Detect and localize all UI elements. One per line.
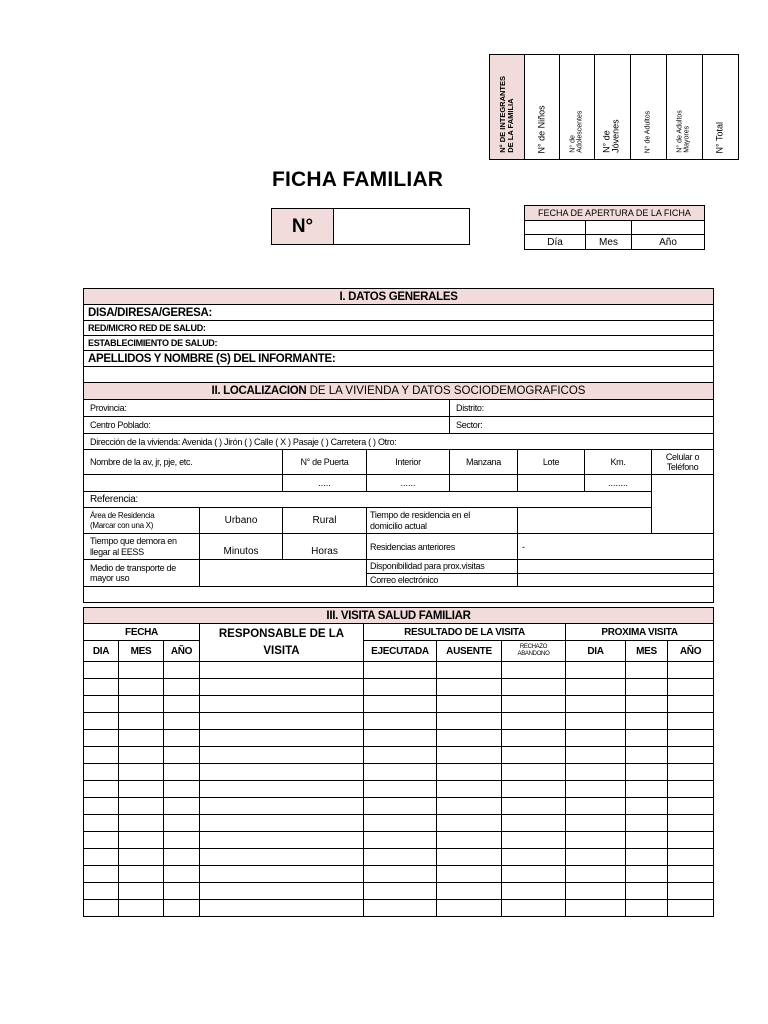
area-residencia-label: Área de Residencia (Marcar con una X) bbox=[84, 508, 200, 534]
celular-label: Celular o Teléfono bbox=[652, 450, 714, 475]
lote-label: Lote bbox=[518, 450, 585, 475]
visita-row bbox=[84, 747, 714, 764]
direccion-field[interactable]: Dirección de la vivienda: Avenida ( ) Jirón ( ) Calle ( X ) Pasaje ( ) Carretera ( ) Otro: bbox=[84, 434, 714, 450]
tiempo-residencia-field[interactable] bbox=[518, 508, 652, 534]
km-label: Km. bbox=[585, 450, 652, 475]
visita-mes-cell[interactable] bbox=[119, 798, 164, 815]
visita-prox-anio-cell[interactable] bbox=[668, 900, 714, 917]
fecha-apertura-mes-field[interactable] bbox=[586, 221, 632, 235]
visita-row bbox=[84, 866, 714, 883]
visita-prox-mes-cell[interactable] bbox=[626, 849, 668, 866]
visita-row bbox=[84, 679, 714, 696]
centro-poblado-field[interactable]: Centro Poblado: bbox=[84, 417, 450, 434]
visita-row bbox=[84, 883, 714, 900]
visita-anio-cell[interactable] bbox=[164, 781, 200, 798]
visita-prox-dia-cell[interactable] bbox=[566, 713, 626, 730]
visita-rechazo-cell[interactable] bbox=[502, 764, 566, 781]
main-form-table bbox=[83, 288, 714, 603]
proxima-header: PROXIMA VISITA bbox=[566, 624, 714, 641]
col-adultos-mayores: N° de Adultos Mayores bbox=[666, 55, 702, 160]
visita-anio-cell[interactable] bbox=[164, 815, 200, 832]
visita-prox-mes-cell[interactable] bbox=[626, 713, 668, 730]
visita-ausente-cell[interactable] bbox=[437, 730, 502, 747]
dia-header: DIA bbox=[84, 641, 119, 662]
visita-rechazo-cell[interactable] bbox=[502, 832, 566, 849]
ausente-header: AUSENTE bbox=[437, 641, 502, 662]
celular-field[interactable] bbox=[652, 475, 714, 534]
visita-rechazo-cell[interactable] bbox=[502, 747, 566, 764]
visita-ejecutada-cell[interactable] bbox=[364, 815, 437, 832]
visita-anio-cell[interactable] bbox=[164, 866, 200, 883]
visita-prox-dia-cell[interactable] bbox=[566, 832, 626, 849]
numero-box bbox=[271, 208, 470, 245]
visita-mes-cell[interactable] bbox=[119, 781, 164, 798]
visita-responsable-cell[interactable] bbox=[200, 696, 364, 713]
visita-prox-mes-cell[interactable] bbox=[626, 781, 668, 798]
visita-row bbox=[84, 798, 714, 815]
visita-rechazo-cell[interactable] bbox=[502, 883, 566, 900]
interior-field[interactable]: ...... bbox=[367, 475, 450, 492]
red-field[interactable]: RED/MICRO RED DE SALUD: bbox=[84, 321, 714, 336]
visita-ejecutada-cell[interactable] bbox=[364, 900, 437, 917]
visita-ausente-cell[interactable] bbox=[437, 764, 502, 781]
col-total: N° Total bbox=[702, 55, 738, 160]
visita-ausente-cell[interactable] bbox=[437, 883, 502, 900]
mes-header: MES bbox=[119, 641, 164, 662]
fecha-apertura-title: FECHA DE APERTURA DE LA FICHA bbox=[525, 206, 705, 221]
visita-ejecutada-cell[interactable] bbox=[364, 730, 437, 747]
tiempo-residencia-label: Tiempo de residencia en el domicilio actual bbox=[367, 508, 518, 534]
visita-prox-mes-cell[interactable] bbox=[626, 798, 668, 815]
visita-row bbox=[84, 696, 714, 713]
visita-ejecutada-cell[interactable] bbox=[364, 883, 437, 900]
visita-responsable-cell[interactable] bbox=[200, 883, 364, 900]
establecimiento-field[interactable]: ESTABLECIMIENTO DE SALUD: bbox=[84, 336, 714, 351]
numero-field[interactable] bbox=[334, 209, 470, 245]
visita-row bbox=[84, 730, 714, 747]
visita-prox-anio-cell[interactable] bbox=[668, 849, 714, 866]
horas-field[interactable]: Horas bbox=[283, 534, 367, 560]
visita-rechazo-cell[interactable] bbox=[502, 713, 566, 730]
visita-prox-mes-cell[interactable] bbox=[626, 747, 668, 764]
visita-mes-cell[interactable] bbox=[119, 696, 164, 713]
visita-ejecutada-cell[interactable] bbox=[364, 798, 437, 815]
visita-prox-mes-cell[interactable] bbox=[626, 900, 668, 917]
fecha-header: FECHA bbox=[84, 624, 200, 641]
fecha-apertura-dia-field[interactable] bbox=[525, 221, 586, 235]
visita-anio-cell[interactable] bbox=[164, 832, 200, 849]
visita-prox-dia-cell[interactable] bbox=[566, 781, 626, 798]
visita-anio-cell[interactable] bbox=[164, 798, 200, 815]
anio2-header: AÑO bbox=[668, 641, 714, 662]
visita-ausente-cell[interactable] bbox=[437, 781, 502, 798]
visita-anio-cell[interactable] bbox=[164, 730, 200, 747]
visita-dia-cell[interactable] bbox=[84, 764, 119, 781]
residencias-anteriores-label: Residencias anteriores bbox=[367, 534, 518, 560]
visita-rechazo-cell[interactable] bbox=[502, 815, 566, 832]
distrito-field[interactable]: Distrito: bbox=[450, 400, 714, 417]
visita-anio-cell[interactable] bbox=[164, 764, 200, 781]
minutos-field[interactable]: Minutos bbox=[200, 534, 283, 560]
visita-dia-cell[interactable] bbox=[84, 662, 119, 679]
referencia-field[interactable]: Referencia: bbox=[84, 492, 652, 508]
manzana-field[interactable] bbox=[450, 475, 518, 492]
visita-anio-cell[interactable] bbox=[164, 679, 200, 696]
mes2-header: MES bbox=[626, 641, 668, 662]
manzana-label: Manzana bbox=[450, 450, 518, 475]
visita-responsable-cell[interactable] bbox=[200, 747, 364, 764]
visita-prox-mes-cell[interactable] bbox=[626, 662, 668, 679]
visita-rechazo-cell[interactable] bbox=[502, 900, 566, 917]
visita-responsable-cell[interactable] bbox=[200, 832, 364, 849]
visita-rechazo-cell[interactable] bbox=[502, 730, 566, 747]
visita-responsable-cell[interactable] bbox=[200, 849, 364, 866]
tiempo-demora-label: Tiempo que demora en llegar al EESS bbox=[84, 534, 200, 560]
visita-dia-cell[interactable] bbox=[84, 798, 119, 815]
visita-mes-cell[interactable] bbox=[119, 747, 164, 764]
visita-anio-cell[interactable] bbox=[164, 883, 200, 900]
visita-ejecutada-cell[interactable] bbox=[364, 713, 437, 730]
visita-prox-dia-cell[interactable] bbox=[566, 866, 626, 883]
visita-rechazo-cell[interactable] bbox=[502, 798, 566, 815]
visita-prox-anio-cell[interactable] bbox=[668, 781, 714, 798]
visita-rechazo-cell[interactable] bbox=[502, 781, 566, 798]
visita-ausente-cell[interactable] bbox=[437, 713, 502, 730]
visita-rechazo-cell[interactable] bbox=[502, 662, 566, 679]
fecha-apertura-mes-label: Mes bbox=[586, 235, 632, 250]
visita-responsable-cell[interactable] bbox=[200, 815, 364, 832]
visita-prox-mes-cell[interactable] bbox=[626, 764, 668, 781]
visita-ausente-cell[interactable] bbox=[437, 679, 502, 696]
visita-responsable-cell[interactable] bbox=[200, 764, 364, 781]
visita-dia-cell[interactable] bbox=[84, 713, 119, 730]
puerta-label: N° de Puerta bbox=[283, 450, 367, 475]
nombre-av-field[interactable] bbox=[84, 475, 283, 492]
correo-label: Correo electrónico bbox=[367, 573, 518, 587]
visita-dia-cell[interactable] bbox=[84, 747, 119, 764]
visita-ejecutada-cell[interactable] bbox=[364, 866, 437, 883]
provincia-field[interactable]: Provincia: bbox=[84, 400, 450, 417]
fecha-apertura-anio-label: Año bbox=[632, 235, 705, 250]
rural-option[interactable]: Rural bbox=[283, 508, 367, 534]
visita-rechazo-cell[interactable] bbox=[502, 679, 566, 696]
informante-field[interactable]: APELLIDOS Y NOMBRE (S) DEL INFORMANTE: bbox=[84, 351, 714, 367]
visita-prox-anio-cell[interactable] bbox=[668, 679, 714, 696]
visita-mes-cell[interactable] bbox=[119, 815, 164, 832]
visita-ausente-cell[interactable] bbox=[437, 798, 502, 815]
km-field[interactable]: ........ bbox=[585, 475, 652, 492]
disa-field[interactable]: DISA/DIRESA/GERESA: bbox=[84, 305, 714, 321]
visita-prox-dia-cell[interactable] bbox=[566, 662, 626, 679]
visita-responsable-cell[interactable] bbox=[200, 679, 364, 696]
visita-mes-cell[interactable] bbox=[119, 764, 164, 781]
ejecutada-header: EJECUTADA bbox=[364, 641, 437, 662]
visita-dia-cell[interactable] bbox=[84, 679, 119, 696]
visita-prox-mes-cell[interactable] bbox=[626, 866, 668, 883]
blank-row bbox=[84, 587, 714, 603]
visita-dia-cell[interactable] bbox=[84, 883, 119, 900]
localizacion-header-b: DE LA VIVIENDA Y DATOS SOCIODEMOGRAFICOS bbox=[306, 385, 586, 397]
numero-label: N° bbox=[272, 209, 334, 245]
correo-field[interactable] bbox=[518, 573, 714, 587]
transporte-label: Medio de transporte de mayor uso bbox=[84, 560, 200, 587]
visita-ausente-cell[interactable] bbox=[437, 662, 502, 679]
nombre-av-label: Nombre de la av, jr, pje, etc. bbox=[84, 450, 283, 475]
integrantes-title: N° DE INTEGRANTES DE LA FAMILIA bbox=[490, 55, 525, 160]
visita-mes-cell[interactable] bbox=[119, 883, 164, 900]
visita-prox-dia-cell[interactable] bbox=[566, 815, 626, 832]
page-title: FICHA FAMILIAR bbox=[272, 168, 444, 191]
urbano-option[interactable]: Urbano bbox=[200, 508, 283, 534]
transporte-field[interactable] bbox=[200, 560, 367, 587]
visita-prox-dia-cell[interactable] bbox=[566, 679, 626, 696]
disponibilidad-field[interactable] bbox=[518, 560, 714, 574]
visita-ejecutada-cell[interactable] bbox=[364, 781, 437, 798]
visita-ausente-cell[interactable] bbox=[437, 747, 502, 764]
visita-prox-anio-cell[interactable] bbox=[668, 798, 714, 815]
col-jovenes: N° de Jóvenes bbox=[595, 55, 630, 160]
visita-anio-cell[interactable] bbox=[164, 900, 200, 917]
section-datos-generales-header: I. DATOS GENERALES bbox=[84, 289, 714, 305]
visita-mes-cell[interactable] bbox=[119, 730, 164, 747]
visita-ausente-cell[interactable] bbox=[437, 815, 502, 832]
visita-table bbox=[83, 607, 714, 917]
visita-prox-anio-cell[interactable] bbox=[668, 815, 714, 832]
visita-row bbox=[84, 781, 714, 798]
visita-dia-cell[interactable] bbox=[84, 866, 119, 883]
visita-row bbox=[84, 713, 714, 730]
visita-dia-cell[interactable] bbox=[84, 730, 119, 747]
visita-ejecutada-cell[interactable] bbox=[364, 832, 437, 849]
visita-anio-cell[interactable] bbox=[164, 662, 200, 679]
visita-prox-anio-cell[interactable] bbox=[668, 866, 714, 883]
visita-prox-dia-cell[interactable] bbox=[566, 696, 626, 713]
anio-header: AÑO bbox=[164, 641, 200, 662]
visita-prox-mes-cell[interactable] bbox=[626, 815, 668, 832]
visita-prox-anio-cell[interactable] bbox=[668, 662, 714, 679]
visita-prox-anio-cell[interactable] bbox=[668, 747, 714, 764]
col-adolescentes: N° de Adolescentes bbox=[560, 55, 595, 160]
residencias-anteriores-field[interactable]: - bbox=[518, 534, 714, 560]
section-localizacion-header bbox=[84, 383, 714, 400]
visita-dia-cell[interactable] bbox=[84, 849, 119, 866]
visita-mes-cell[interactable] bbox=[119, 866, 164, 883]
visita-dia-cell[interactable] bbox=[84, 781, 119, 798]
visita-prox-anio-cell[interactable] bbox=[668, 832, 714, 849]
visita-row bbox=[84, 815, 714, 832]
resultado-header: RESULTADO DE LA VISITA bbox=[364, 624, 566, 641]
visita-prox-anio-cell[interactable] bbox=[668, 696, 714, 713]
visita-prox-dia-cell[interactable] bbox=[566, 747, 626, 764]
visita-responsable-cell[interactable] bbox=[200, 781, 364, 798]
visita-anio-cell[interactable] bbox=[164, 849, 200, 866]
visita-dia-cell[interactable] bbox=[84, 696, 119, 713]
fecha-apertura-dia-label: Día bbox=[525, 235, 586, 250]
visita-prox-dia-cell[interactable] bbox=[566, 764, 626, 781]
visita-ausente-cell[interactable] bbox=[437, 866, 502, 883]
col-adultos: N° de Adultos bbox=[630, 55, 666, 160]
visita-prox-mes-cell[interactable] bbox=[626, 696, 668, 713]
blank-row bbox=[84, 367, 714, 383]
interior-label: Interior bbox=[367, 450, 450, 475]
visita-prox-anio-cell[interactable] bbox=[668, 883, 714, 900]
disponibilidad-label: Disponibilidad para prox.visitas bbox=[367, 560, 518, 574]
sector-field[interactable]: Sector: bbox=[450, 417, 714, 434]
visita-row bbox=[84, 849, 714, 866]
visita-ejecutada-cell[interactable] bbox=[364, 849, 437, 866]
visita-row bbox=[84, 832, 714, 849]
visita-prox-anio-cell[interactable] bbox=[668, 764, 714, 781]
visita-ejecutada-cell[interactable] bbox=[364, 679, 437, 696]
rechazo-header: RECHAZO ABANDONO bbox=[502, 641, 566, 662]
visita-anio-cell[interactable] bbox=[164, 747, 200, 764]
visita-rechazo-cell[interactable] bbox=[502, 866, 566, 883]
visita-prox-dia-cell[interactable] bbox=[566, 798, 626, 815]
visita-prox-anio-cell[interactable] bbox=[668, 730, 714, 747]
visita-responsable-cell[interactable] bbox=[200, 730, 364, 747]
visita-ejecutada-cell[interactable] bbox=[364, 764, 437, 781]
localizacion-header-a: II. LOCALIZACION bbox=[211, 385, 307, 397]
visita-ausente-cell[interactable] bbox=[437, 696, 502, 713]
visita-responsable-cell[interactable] bbox=[200, 866, 364, 883]
visita-prox-dia-cell[interactable] bbox=[566, 900, 626, 917]
visita-mes-cell[interactable] bbox=[119, 849, 164, 866]
visita-prox-mes-cell[interactable] bbox=[626, 832, 668, 849]
visita-rechazo-cell[interactable] bbox=[502, 696, 566, 713]
visita-ejecutada-cell[interactable] bbox=[364, 662, 437, 679]
section-visita-header: III. VISITA SALUD FAMILIAR bbox=[84, 608, 714, 624]
integrantes-table bbox=[489, 54, 739, 160]
col-ninos: N° de Niños bbox=[525, 55, 560, 160]
visita-anio-cell[interactable] bbox=[164, 696, 200, 713]
visita-ausente-cell[interactable] bbox=[437, 849, 502, 866]
visita-responsable-cell[interactable] bbox=[200, 662, 364, 679]
visita-responsable-cell[interactable] bbox=[200, 900, 364, 917]
visita-prox-dia-cell[interactable] bbox=[566, 730, 626, 747]
visita-mes-cell[interactable] bbox=[119, 662, 164, 679]
visita-row bbox=[84, 662, 714, 679]
visita-rechazo-cell[interactable] bbox=[502, 849, 566, 866]
responsable-header: RESPONSABLE DE LA VISITA bbox=[200, 624, 364, 662]
visita-row bbox=[84, 764, 714, 781]
visita-prox-mes-cell[interactable] bbox=[626, 883, 668, 900]
visita-prox-anio-cell[interactable] bbox=[668, 713, 714, 730]
visita-ejecutada-cell[interactable] bbox=[364, 696, 437, 713]
visita-mes-cell[interactable] bbox=[119, 900, 164, 917]
visita-ejecutada-cell[interactable] bbox=[364, 747, 437, 764]
visita-prox-dia-cell[interactable] bbox=[566, 849, 626, 866]
fecha-apertura-anio-field[interactable] bbox=[632, 221, 705, 235]
dia2-header: DIA bbox=[566, 641, 626, 662]
visita-prox-dia-cell[interactable] bbox=[566, 883, 626, 900]
visita-prox-mes-cell[interactable] bbox=[626, 730, 668, 747]
visita-ausente-cell[interactable] bbox=[437, 832, 502, 849]
visita-dia-cell[interactable] bbox=[84, 815, 119, 832]
lote-field[interactable] bbox=[518, 475, 585, 492]
visita-responsable-cell[interactable] bbox=[200, 798, 364, 815]
visita-dia-cell[interactable] bbox=[84, 900, 119, 917]
visita-responsable-cell[interactable] bbox=[200, 713, 364, 730]
visita-mes-cell[interactable] bbox=[119, 679, 164, 696]
puerta-field[interactable]: ..... bbox=[283, 475, 367, 492]
visita-dia-cell[interactable] bbox=[84, 832, 119, 849]
visita-ausente-cell[interactable] bbox=[437, 900, 502, 917]
fecha-apertura-table bbox=[524, 205, 705, 250]
visita-mes-cell[interactable] bbox=[119, 713, 164, 730]
visita-row bbox=[84, 900, 714, 917]
visita-anio-cell[interactable] bbox=[164, 713, 200, 730]
visita-mes-cell[interactable] bbox=[119, 832, 164, 849]
visita-prox-mes-cell[interactable] bbox=[626, 679, 668, 696]
